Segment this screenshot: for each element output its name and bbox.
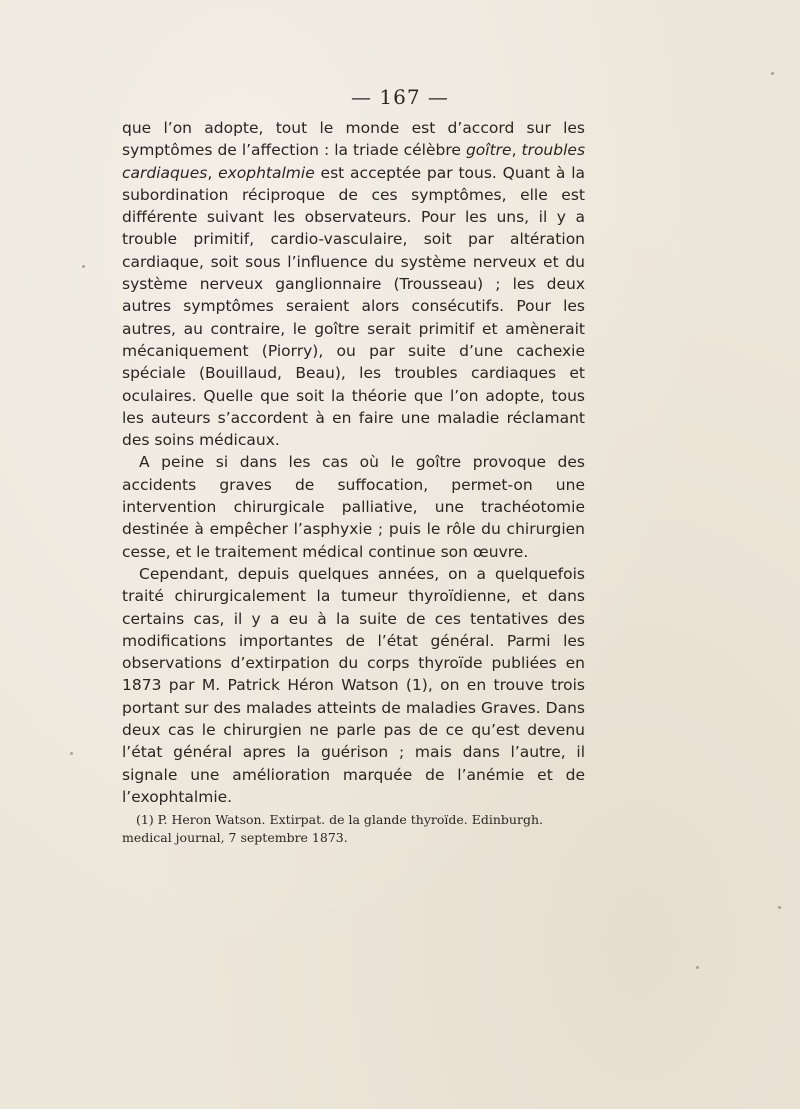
paper-speck bbox=[70, 752, 73, 755]
page-number: — 167 — bbox=[351, 85, 449, 109]
footnote bbox=[122, 811, 585, 847]
paragraph-1 bbox=[122, 117, 585, 451]
paragraph-1-text-b: est acceptée par tous. Quant à la subordination réciproque de ces symptômes, elle est différente suivant les observateurs. Pour les uns, il y a trouble primitif, cardio-vasculaire, soit par altération cardiaque, soit sous l’influence du système nerveux et du système nerveux ganglionnaire (Trousseau) ; les deux autres symptômes seraient alors consécutifs. Pour les autres, au contraire, le goître serait primitif et amènerait mécaniquement (Piorry), ou par suite d’une cachexie spéciale (Bouillaud, Beau), les troubles cardiaques et oculaires. Quelle que soit la théorie que l’on adopte, tous les auteurs s’accordent à en faire une maladie réclamant des soins médicaux. bbox=[122, 163, 585, 450]
paragraph-2: A peine si dans les cas où le goître provoque des accidents graves de suffocation, permet-on une intervention chirurgicale palliative, une trachéotomie destinée à empêcher l’asphyxie ; puis le rôle du chirurgien cesse, et le traitement médical continue son œuvre. bbox=[122, 453, 585, 561]
paper-speck bbox=[778, 906, 781, 909]
paragraph-1-text-a: que l’on adopte, tout le monde est d’accord sur les symptômes de l’affection : la triade célèbre bbox=[122, 119, 585, 160]
separator-1: , bbox=[511, 141, 522, 160]
paper-speck bbox=[696, 966, 699, 969]
paragraph-3: Cependant, depuis quelques années, on a quelquefois traité chirurgicalement la tumeur thyroïdienne, et dans certains cas, il y a eu à la suite de ces tentatives des modifications importantes de l’état général. Parmi les observations d’extirpation du corps thyroïde publiées en 1873 par M. Patrick Héron Watson (1), on en trouve trois portant sur des malades atteints de maladies Graves. Dans deux cas le chirurgien ne parle pas de ce qu’est devenu l’état général apres la guérison ; mais dans l’autre, il signale une amélioration marquée de l’anémie et de l’exophtalmie. bbox=[122, 564, 585, 806]
separator-2: , bbox=[207, 163, 219, 182]
footnote-text: (1) P. Heron Watson. Extirpat. de la glande thyroïde. Edinburgh. medical journal, 7 septembre 1873. bbox=[122, 812, 543, 845]
paper-speck bbox=[771, 72, 774, 75]
term-goitre: goître bbox=[465, 141, 512, 160]
paper-speck bbox=[82, 265, 85, 268]
body-text bbox=[122, 117, 585, 808]
term-troubles-cardiaques: troubles cardiaques bbox=[122, 141, 586, 182]
term-exophtalmie: exophtalmie bbox=[218, 163, 315, 182]
